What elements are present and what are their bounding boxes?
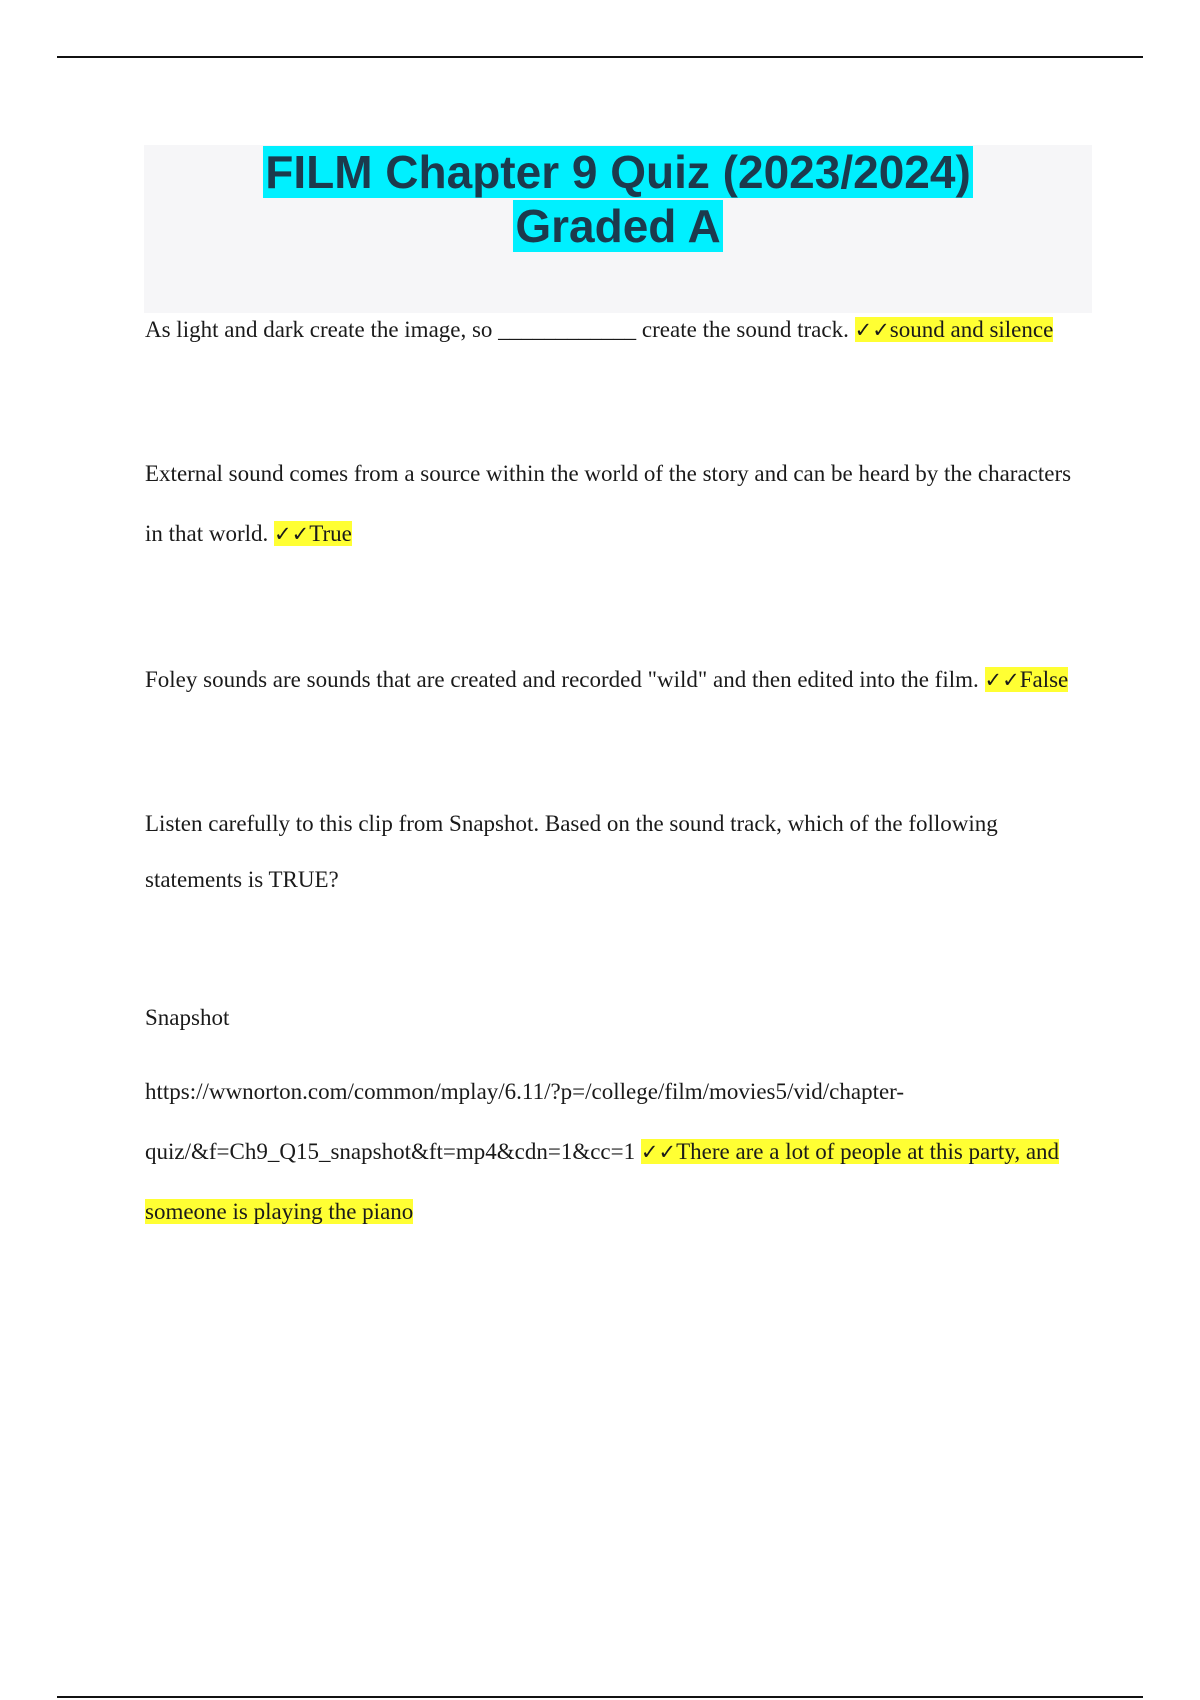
answer-text: sound and silence <box>889 317 1054 342</box>
answer-text: True <box>309 521 352 546</box>
checkmark-icon: ✓✓ <box>984 668 1020 692</box>
question-text: External sound comes from a source within the world of the story and can be heard by the characters in that world. <box>145 461 1072 546</box>
top-rule <box>57 56 1143 58</box>
answer-highlight <box>985 667 1069 692</box>
quiz-item-3 <box>145 650 1075 710</box>
document-title-line-2: Graded A <box>515 200 721 252</box>
clip-url: https://wwnorton.com/common/mplay/6.11/?p=/college/film/movies5/vid/chapter-quiz/&f=Ch9_Q15_snapshot&ft=mp4&cdn=1&cc=1 <box>145 1079 905 1164</box>
document-title-line-1: FILM Chapter 9 Quiz (2023/2024) <box>265 146 971 198</box>
quiz-item-4 <box>145 796 1075 908</box>
quiz-item-2 <box>145 444 1075 564</box>
checkmark-icon: ✓✓ <box>274 522 310 546</box>
bottom-rule <box>57 1696 1143 1698</box>
quiz-item-5 <box>145 1062 1075 1242</box>
checkmark-icon: ✓✓ <box>640 1140 677 1164</box>
quiz-content <box>145 300 1075 1242</box>
checkmark-icon: ✓✓ <box>854 318 890 342</box>
question-text: As light and dark create the image, so ____________ create the sound track. <box>145 317 855 342</box>
title-banner <box>144 145 1092 313</box>
question-text: Foley sounds are sounds that are created and recorded "wild" and then edited into the film. <box>145 667 985 692</box>
quiz-item-1 <box>145 300 1075 360</box>
answer-text: False <box>1019 667 1069 692</box>
snapshot-label: Snapshot <box>145 1005 230 1030</box>
answer-highlight <box>855 317 1054 342</box>
answer-text: There are a lot of people at this party, and someone is playing the piano <box>145 1139 1060 1224</box>
answer-highlight <box>274 521 352 546</box>
question-text: Listen carefully to this clip from Snapshot. Based on the sound track, which of the following statements is TRUE? <box>145 811 998 892</box>
